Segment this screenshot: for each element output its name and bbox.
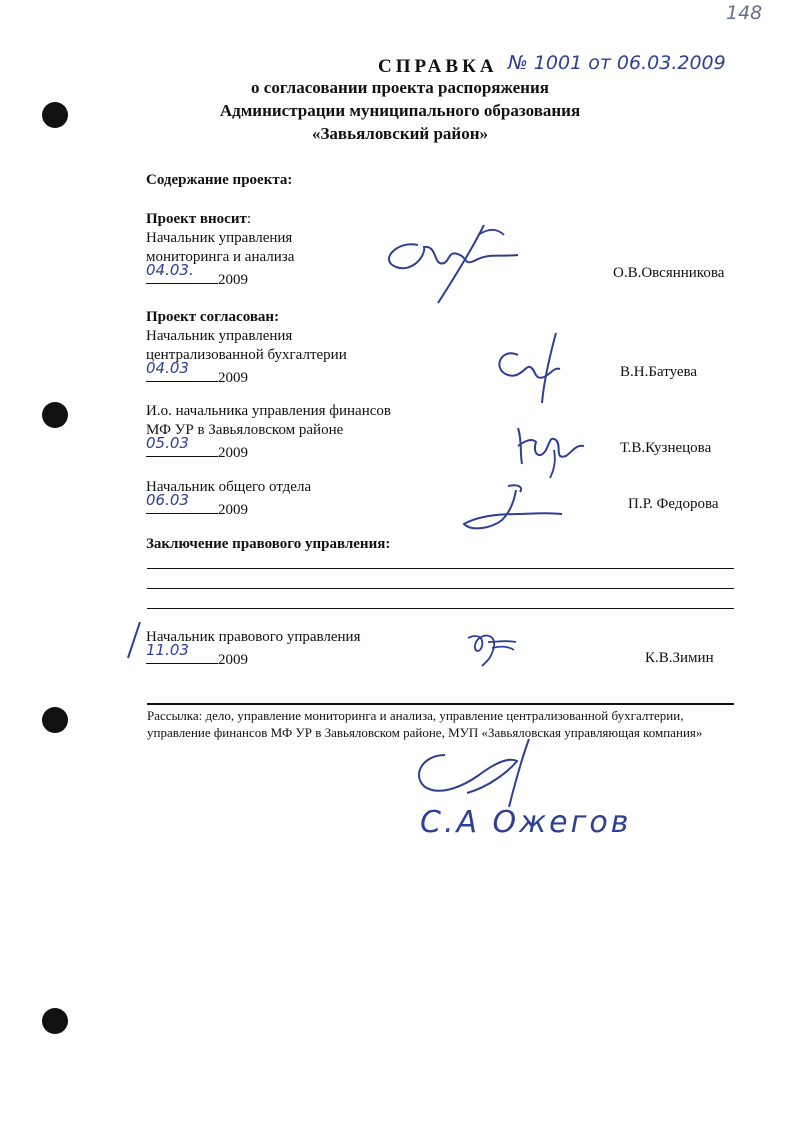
bottom-signature	[405, 735, 565, 810]
submitter-colon: :	[246, 211, 252, 227]
content-heading: Содержание проекта:	[146, 172, 293, 188]
submitter-date-handwritten: 04.03.	[146, 261, 194, 279]
approver-3-position-line1: Начальник общего отдела	[146, 479, 312, 495]
submitter-position-line2: мониторинга и анализа	[146, 249, 295, 265]
approver-2-name: Т.В.Кузнецова	[620, 440, 712, 456]
approver-3-date-handwritten: 06.03	[146, 491, 189, 509]
submitter-heading: Проект вносит	[146, 211, 247, 227]
punch-hole-2	[42, 402, 68, 428]
approver-3-signature	[458, 478, 568, 538]
legal-head-year: 2009	[218, 652, 248, 668]
submitter-year: 2009	[218, 272, 248, 288]
approver-1-block	[146, 327, 446, 388]
approver-1-signature	[490, 325, 570, 405]
margin-mark	[124, 620, 144, 660]
submitter-signature	[378, 205, 528, 310]
legal-head-name: К.В.Зимин	[645, 650, 714, 666]
approver-3-name: П.Р. Федорова	[628, 496, 719, 512]
approver-1-date-line	[146, 359, 218, 382]
legal-heading: Заключение правового управления:	[146, 536, 391, 552]
document-title-word: СПРАВКА	[378, 56, 498, 77]
approver-2-signature	[510, 420, 590, 480]
legal-head-date-line	[146, 641, 218, 664]
submitter-name: О.В.Овсянникова	[613, 265, 725, 281]
bottom-signature-name: С.А Ожегов	[420, 805, 632, 840]
legal-head-date-handwritten: 11.03	[146, 641, 189, 659]
document-number-handwritten: № 1001 от 06.03.2009	[508, 52, 726, 74]
distribution-line-2: управление финансов МФ УР в Завьяловском районе, МУП «Завьяловская управляющая компания»	[147, 725, 703, 740]
approver-3-block	[146, 478, 446, 520]
approver-1-position-line1: Начальник управления	[146, 328, 293, 344]
title-line-2: Администрации муниципального образования	[219, 101, 581, 120]
approver-2-position-line2: МФ УР в Завьяловском районе	[146, 422, 344, 438]
approver-2-date-line	[146, 434, 218, 457]
approver-2-year: 2009	[218, 445, 248, 461]
punch-hole-3	[42, 707, 68, 733]
approver-2-block	[146, 402, 466, 463]
approver-2-date-handwritten: 05.03	[146, 434, 189, 452]
approver-2-position-line1: И.о. начальника управления финансов	[146, 403, 391, 419]
submitter-position-line1: Начальник управления	[146, 230, 293, 246]
approved-heading: Проект согласован:	[146, 309, 280, 325]
title-line-3: «Завьяловский район»	[311, 124, 489, 143]
distribution-line-1: Рассылка: дело, управление мониторинга и анализа, управление централизованной бухгалтерии,	[147, 708, 684, 723]
legal-rule-2	[147, 588, 734, 589]
page-number-handwritten: 148	[726, 2, 763, 24]
legal-head-position: Начальник правового управления	[146, 629, 361, 645]
legal-rule-3	[147, 608, 734, 609]
approver-1-date-handwritten: 04.03	[146, 359, 189, 377]
approver-3-year: 2009	[218, 502, 248, 518]
approver-1-position-line2: централизованной бухгалтерии	[146, 347, 347, 363]
approver-3-date-line	[146, 491, 218, 514]
title-line-1: о согласовании проекта распоряжения	[251, 78, 549, 97]
distribution-rule	[147, 703, 734, 705]
legal-rule-1	[147, 568, 734, 569]
legal-head-signature	[462, 628, 522, 668]
legal-head-block	[146, 628, 446, 670]
punch-hole-4	[42, 1008, 68, 1034]
approver-1-name: В.Н.Батуева	[620, 364, 698, 380]
submitter-date-line	[146, 261, 218, 284]
approver-1-year: 2009	[218, 370, 248, 386]
